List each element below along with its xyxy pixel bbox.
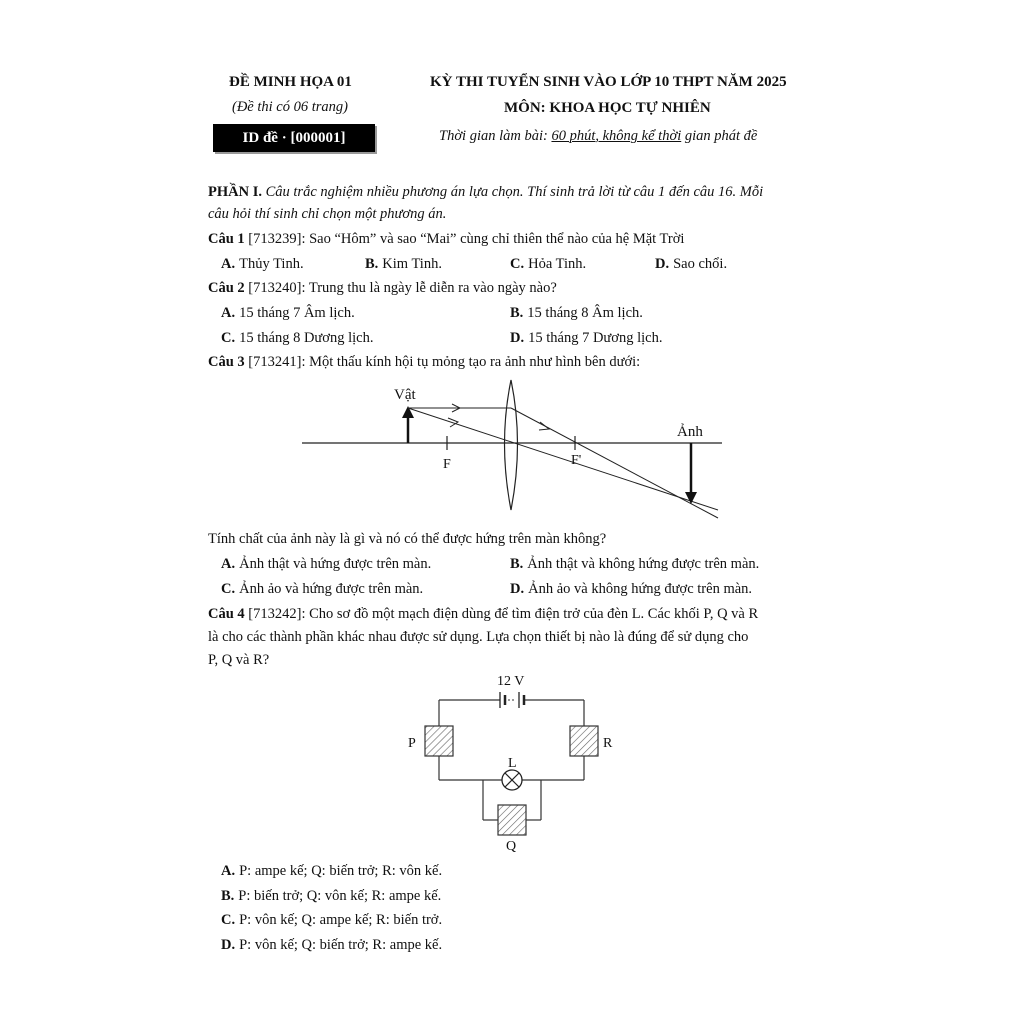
question-4-label: Câu 4 bbox=[208, 606, 245, 622]
part1-label: PHẦN I. bbox=[208, 184, 262, 200]
q3-option-d[interactable]: D. Ảnh ảo và không hứng được trên màn. bbox=[510, 581, 753, 597]
part1-instruction bbox=[208, 182, 763, 202]
question-4 bbox=[208, 604, 758, 624]
object-label: Vật bbox=[394, 387, 416, 403]
q4-option-a[interactable]: A. P: ampe kế; Q: biến trở; R: vôn kế. bbox=[221, 863, 443, 879]
q4-option-b[interactable]: B. P: biến trở; Q: vôn kế; R: ampe kế. bbox=[221, 888, 442, 904]
lamp-label: L bbox=[508, 756, 517, 771]
time-note bbox=[439, 128, 757, 145]
image-label: Ảnh bbox=[677, 424, 703, 440]
pages-note: (Đề thi có 06 trang) bbox=[232, 99, 348, 115]
question-3-followup: Tính chất của ảnh này là gì và nó có thể được hứng trên màn không? bbox=[208, 531, 607, 547]
time-suffix: gian phát đề bbox=[681, 128, 758, 144]
exam-id-badge: ID đề · [000001] bbox=[213, 124, 375, 152]
question-3-label: Câu 3 bbox=[208, 354, 245, 370]
q3-option-a[interactable]: A. Ảnh thật và hứng được trên màn. bbox=[221, 556, 432, 572]
question-4-text-line2: là cho các thành phần khác nhau được sử dụng. Lựa chọn thiết bị nào là đúng để sử dụng cho bbox=[208, 629, 749, 645]
question-1-label: Câu 1 bbox=[208, 231, 245, 247]
central-ray bbox=[408, 408, 718, 510]
q1-option-a[interactable]: A. Thủy Tinh. bbox=[221, 256, 304, 272]
r-label: R bbox=[603, 736, 613, 751]
q4-option-c[interactable]: C. P: vôn kế; Q: ampe kế; R: biến trở. bbox=[221, 912, 443, 928]
q2-option-b[interactable]: B. 15 tháng 8 Âm lịch. bbox=[510, 305, 643, 321]
question-2-text: [713240]: Trung thu là ngày lễ diễn ra vào ngày nào? bbox=[244, 280, 557, 296]
question-2-label: Câu 2 bbox=[208, 280, 245, 296]
convex-lens bbox=[505, 380, 518, 510]
exam-code: ĐỀ MINH HỌA 01 bbox=[229, 74, 352, 90]
block-q bbox=[498, 805, 526, 835]
q4-option-d[interactable]: D. P: vôn kế; Q: biến trở; R: ampe kế. bbox=[221, 937, 443, 953]
p-label: P bbox=[408, 736, 416, 751]
question-2 bbox=[208, 278, 557, 298]
subject-title: MÔN: KHOA HỌC TỰ NHIÊN bbox=[504, 100, 711, 116]
q3-option-c[interactable]: C. Ảnh ảo và hứng được trên màn. bbox=[221, 581, 424, 597]
part1-instruction-line1: Câu trắc nghiệm nhiều phương án lựa chọn. Thí sinh trả lời từ câu 1 đến câu 16. Mỗi bbox=[261, 184, 764, 200]
q-label: Q bbox=[506, 839, 517, 854]
question-1 bbox=[208, 229, 684, 249]
question-4-text-line1: [713242]: Cho sơ đồ một mạch điện dùng để tìm điện trở của đèn L. Các khối P, Q và R bbox=[244, 606, 759, 622]
time-prefix: Thời gian làm bài: bbox=[439, 128, 552, 144]
time-underlined: 60 phút, không kể thời bbox=[551, 128, 682, 144]
q2-option-d[interactable]: D. 15 tháng 7 Dương lịch. bbox=[510, 330, 663, 346]
block-p bbox=[425, 726, 453, 756]
exam-title: KỲ THI TUYỂN SINH VÀO LỚP 10 THPT NĂM 2025 bbox=[430, 74, 787, 90]
q3-option-b[interactable]: B. Ảnh thật và không hứng được trên màn. bbox=[510, 556, 760, 572]
q2-option-a[interactable]: A. 15 tháng 7 Âm lịch. bbox=[221, 305, 355, 321]
q1-option-c[interactable]: C. Hỏa Tinh. bbox=[510, 256, 587, 272]
focus-label: F bbox=[443, 457, 451, 472]
q1-option-b[interactable]: B. Kim Tinh. bbox=[365, 256, 442, 272]
focus-prime-label: F' bbox=[571, 453, 582, 468]
block-r bbox=[570, 726, 598, 756]
part1-instruction-line2: câu hỏi thí sinh chỉ chọn một phương án. bbox=[208, 206, 447, 222]
circuit-diagram bbox=[400, 668, 630, 858]
question-3 bbox=[208, 352, 640, 372]
question-4-text-line3: P, Q và R? bbox=[208, 652, 270, 668]
question-3-text: [713241]: Một thấu kính hội tụ mỏng tạo ra ảnh như hình bên dưới: bbox=[244, 354, 641, 370]
q1-option-d[interactable]: D. Sao chổi. bbox=[655, 256, 728, 272]
question-1-text: [713239]: Sao “Hôm” và sao “Mai” cùng chỉ thiên thể nào của hệ Mặt Trời bbox=[244, 231, 685, 247]
q2-option-c[interactable]: C. 15 tháng 8 Dương lịch. bbox=[221, 330, 374, 346]
voltage-label: 12 V bbox=[497, 674, 525, 689]
lens-diagram bbox=[290, 372, 740, 527]
